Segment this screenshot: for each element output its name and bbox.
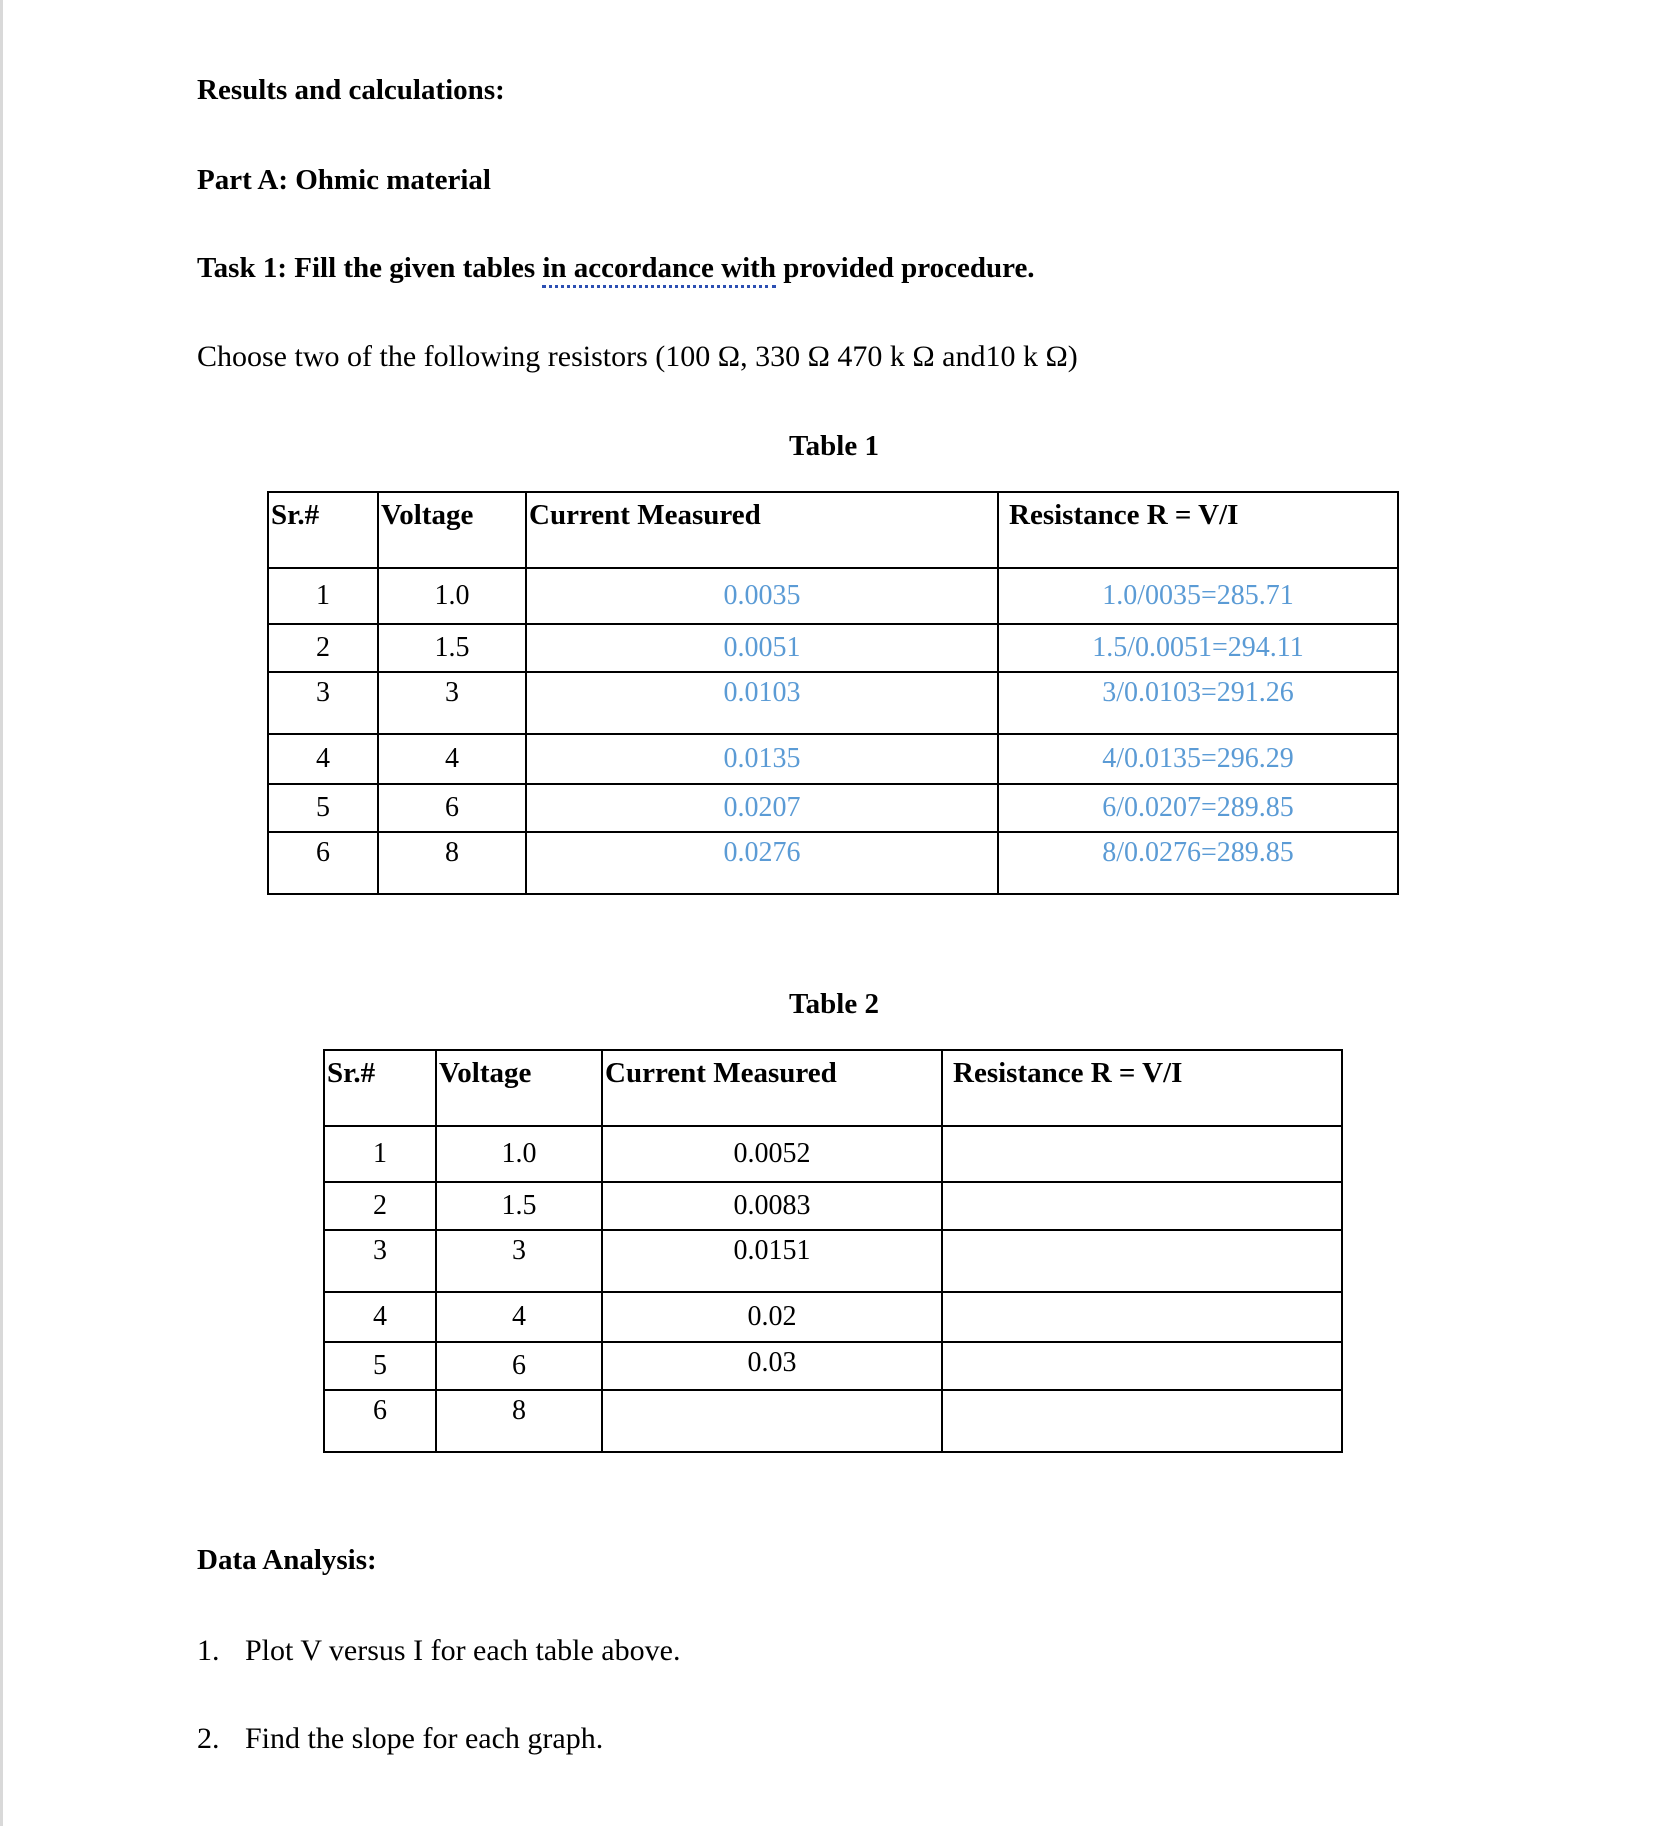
voltage-cell: 4	[378, 734, 526, 784]
table-row	[324, 1230, 1342, 1292]
table1-header-srno: Sr.#	[268, 492, 378, 568]
table2	[323, 1049, 1343, 1453]
current-cell: 0.0207	[526, 784, 998, 832]
list-item	[197, 1722, 603, 1756]
current-cell: 0.0103	[526, 672, 998, 734]
table-row	[268, 672, 1398, 734]
current-cell: 0.0052	[602, 1126, 942, 1182]
table-row	[324, 1342, 1342, 1390]
current-cell: 0.0035	[526, 568, 998, 624]
table1-header-voltage: Voltage	[378, 492, 526, 568]
current-cell: 0.0135	[526, 734, 998, 784]
table2-header-current: Current Measured	[602, 1050, 942, 1126]
resistance-cell: 1.5/0.0051=294.11	[998, 624, 1398, 672]
list-text: Plot V versus I for each table above.	[245, 1634, 681, 1667]
task1-post: provided procedure.	[775, 252, 1035, 284]
resistance-cell: 8/0.0276=289.85	[998, 832, 1398, 894]
table-row	[324, 1126, 1342, 1182]
srno-cell: 4	[324, 1292, 436, 1342]
srno-cell: 4	[268, 734, 378, 784]
current-cell: 0.03	[602, 1342, 942, 1390]
voltage-cell: 1.0	[436, 1126, 602, 1182]
current-cell: 0.0083	[602, 1182, 942, 1230]
table1	[267, 491, 1399, 895]
current-cell: 0.0151	[602, 1230, 942, 1292]
srno-cell: 6	[324, 1390, 436, 1452]
table1-header-resistance: Resistance R = V/I	[998, 492, 1398, 568]
voltage-cell: 8	[378, 832, 526, 894]
srno-cell: 5	[324, 1342, 436, 1390]
resistance-cell: 3/0.0103=291.26	[998, 672, 1398, 734]
table2-header-voltage: Voltage	[436, 1050, 602, 1126]
srno-cell: 1	[324, 1126, 436, 1182]
table2-header-resistance: Resistance R = V/I	[942, 1050, 1342, 1126]
resistance-cell: 6/0.0207=289.85	[998, 784, 1398, 832]
resistance-cell	[942, 1182, 1342, 1230]
part-a-heading: Part A: Ohmic material	[197, 164, 491, 196]
table2-header-srno: Sr.#	[324, 1050, 436, 1126]
voltage-cell: 1.0	[378, 568, 526, 624]
table2-caption: Table 2	[789, 988, 879, 1020]
table-row	[268, 568, 1398, 624]
table-row	[268, 624, 1398, 672]
task1-heading	[197, 252, 1035, 285]
voltage-cell: 3	[378, 672, 526, 734]
srno-cell: 2	[324, 1182, 436, 1230]
table1-header-current: Current Measured	[526, 492, 998, 568]
list-text: Find the slope for each graph.	[245, 1722, 604, 1755]
resistance-cell	[942, 1126, 1342, 1182]
task1-underlined: in accordance with	[542, 252, 776, 288]
table-row	[268, 832, 1398, 894]
srno-cell: 1	[268, 568, 378, 624]
srno-cell: 2	[268, 624, 378, 672]
table1-caption: Table 1	[789, 430, 879, 462]
current-cell: 0.02	[602, 1292, 942, 1342]
voltage-cell: 1.5	[378, 624, 526, 672]
srno-cell: 5	[268, 784, 378, 832]
current-cell: 0.0051	[526, 624, 998, 672]
voltage-cell: 8	[436, 1390, 602, 1452]
voltage-cell: 4	[436, 1292, 602, 1342]
resistance-cell	[942, 1342, 1342, 1390]
task1-pre: Task 1: Fill the given tables	[197, 252, 543, 284]
list-number: 2.	[197, 1722, 220, 1755]
results-heading: Results and calculations:	[197, 74, 505, 106]
current-cell	[602, 1390, 942, 1452]
voltage-cell: 3	[436, 1230, 602, 1292]
table-row	[324, 1182, 1342, 1230]
srno-cell: 3	[324, 1230, 436, 1292]
resistance-cell	[942, 1292, 1342, 1342]
current-cell: 0.0276	[526, 832, 998, 894]
resistance-cell: 1.0/0035=285.71	[998, 568, 1398, 624]
table1-header-row	[268, 492, 1398, 568]
resistor-instruction: Choose two of the following resistors (100 Ω, 330 Ω 470 k Ω and10 k Ω)	[197, 340, 1078, 373]
table2-header-row	[324, 1050, 1342, 1126]
list-number: 1.	[197, 1634, 220, 1667]
table-row	[324, 1292, 1342, 1342]
resistance-cell: 4/0.0135=296.29	[998, 734, 1398, 784]
resistance-cell	[942, 1390, 1342, 1452]
voltage-cell: 6	[436, 1342, 602, 1390]
srno-cell: 3	[268, 672, 378, 734]
table-row	[324, 1390, 1342, 1452]
data-analysis-heading: Data Analysis:	[197, 1544, 377, 1576]
voltage-cell: 1.5	[436, 1182, 602, 1230]
table-row	[268, 734, 1398, 784]
page-edge	[0, 0, 3, 1826]
resistance-cell	[942, 1230, 1342, 1292]
table-row	[268, 784, 1398, 832]
voltage-cell: 6	[378, 784, 526, 832]
list-item	[197, 1634, 680, 1668]
srno-cell: 6	[268, 832, 378, 894]
